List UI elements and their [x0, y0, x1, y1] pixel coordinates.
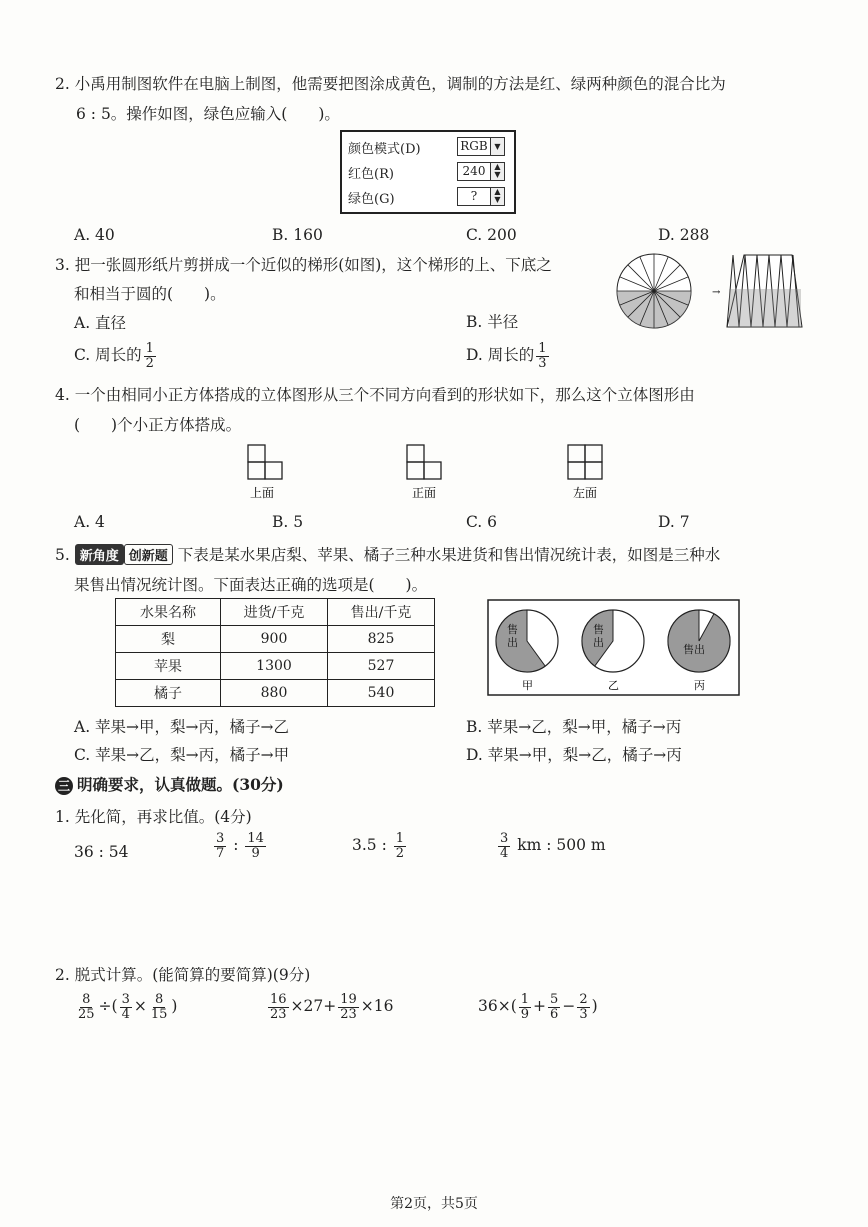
pie-name-label: 乙: [608, 679, 619, 692]
table-cell: 梨: [116, 626, 221, 653]
q2-line2: 6 : 5。操作如图，绿色应输入( )。: [76, 105, 340, 123]
red-input[interactable]: 240: [457, 162, 491, 181]
q2-option-c: C. 200: [466, 226, 517, 244]
q4-line1: 4. 一个由相同小正方体搭成的立体图形从三个不同方向看到的形状如下，那么这个立体图形由: [55, 386, 695, 404]
pie-slice-sold: [668, 610, 730, 672]
expression-1: $\frac{8}{25}$ ÷( $\frac{3}{4}$ × $\frac{8}{15}$ ): [78, 992, 178, 1022]
q5-line2: 果售出情况统计图。下面表达正确的选项是( )。: [74, 576, 428, 594]
green-label: 绿色(G): [348, 192, 395, 207]
table-header: 进货/千克: [221, 599, 328, 626]
color-dialog: [340, 130, 516, 214]
q3-option-c: C. 周长的 $\frac{1}{2}$: [74, 341, 154, 371]
new-angle-badge: 新角度: [75, 544, 124, 565]
top-view-label: 上面: [250, 486, 275, 500]
innovative-badge: 创新题: [124, 544, 173, 565]
q5-option-a: A. 苹果→甲，梨→丙，橘子→乙: [74, 718, 290, 736]
q4-option-b: B. 5: [272, 513, 304, 531]
table-cell: 1300: [221, 653, 328, 680]
spinner-icon[interactable]: ▲ ▼: [490, 162, 505, 181]
table-header: 水果名称: [116, 599, 221, 626]
three-views-figure: [240, 440, 660, 505]
circle-to-trapezoid-figure: [614, 245, 804, 335]
expression-3: 36×( $\frac{1}{9}$ + $\frac{5}{6}$ − $\frac{2}{3}$ ): [478, 992, 598, 1022]
s3-q2-title: 2. 脱式计算。(能简算的要简算)(9分): [55, 966, 311, 984]
ratio-d: $\frac{3}{4}$ km : 500 m: [500, 831, 606, 861]
expression-2: $\frac{16}{23}$ ×27+ $\frac{19}{23}$ ×16: [270, 992, 394, 1022]
pie-charts-figure: [487, 599, 740, 696]
q5-line1: 5. 新角度 创新题 下表是某水果店梨、苹果、橘子三种水果进货和售出情况统计表，如图是三种水: [55, 546, 721, 564]
q2-option-d: D. 288: [658, 226, 710, 244]
table-row: [116, 653, 435, 680]
q4-line2: ( )个小正方体搭成。: [74, 416, 242, 434]
chevron-down-icon[interactable]: ▼: [490, 137, 505, 156]
green-input[interactable]: ?: [457, 187, 491, 206]
pie-sold-label: 售出: [683, 643, 705, 656]
arrow-icon: →: [712, 287, 721, 298]
table-cell: 527: [328, 653, 435, 680]
pie-sold-label: 售出: [507, 623, 518, 649]
q2-option-a: A. 40: [74, 226, 115, 244]
q3-line1: 3. 把一张圆形纸片剪拼成一个近似的梯形(如图)，这个梯形的上、下底之: [55, 256, 552, 274]
section-3-title: 三 明确要求，认真做题。(30分): [55, 773, 284, 795]
table-row: [116, 626, 435, 653]
trapezoid: [727, 255, 802, 327]
q5-option-c: C. 苹果→乙，梨→丙，橘子→甲: [74, 746, 290, 764]
ratio-a: 36 : 54: [74, 843, 129, 861]
table-cell: 橘子: [116, 680, 221, 707]
q4-option-c: C. 6: [466, 513, 498, 531]
table-header: 售出/千克: [328, 599, 435, 626]
mode-label: 颜色模式(D): [348, 142, 421, 157]
ratio-b: $\frac{3}{7}$ : $\frac{14}{9}$: [216, 831, 264, 861]
table-cell: 苹果: [116, 653, 221, 680]
section-number-icon: 三: [55, 777, 73, 795]
table-cell: 900: [221, 626, 328, 653]
table-cell: 825: [328, 626, 435, 653]
q3-option-a: A. 直径: [74, 314, 127, 332]
red-label: 红色(R): [348, 167, 394, 182]
table-cell: 880: [221, 680, 328, 707]
table-header-row: [116, 599, 435, 626]
cut-circle: [617, 254, 691, 328]
q3-line2: 和相当于圆的( )。: [74, 285, 226, 303]
q5-option-d: D. 苹果→甲，梨→乙，橘子→丙: [466, 746, 682, 764]
top-view: [248, 445, 282, 479]
pie-name-label: 甲: [522, 679, 533, 692]
q4-option-a: A. 4: [74, 513, 105, 531]
q3-option-d: D. 周长的 $\frac{1}{3}$: [466, 341, 547, 371]
mode-select[interactable]: RGB: [457, 137, 491, 156]
page-footer: 第2页，共5页: [390, 1196, 478, 1212]
spinner-icon[interactable]: ▲ ▼: [490, 187, 505, 206]
table-cell: 540: [328, 680, 435, 707]
q4-option-d: D. 7: [658, 513, 690, 531]
table-row: [116, 680, 435, 707]
front-view: [407, 445, 441, 479]
ratio-c: 3.5 : $\frac{1}{2}$: [352, 831, 405, 861]
q5-option-b: B. 苹果→乙，梨→甲，橘子→丙: [466, 718, 682, 736]
q2-line1: 2. 小禹用制图软件在电脑上制图，他需要把图涂成黄色，调制的方法是红、绿两种颜色的混合比为: [55, 75, 726, 93]
pie-name-label: 丙: [694, 679, 705, 692]
left-view: [568, 445, 602, 479]
q3-option-b: B. 半径: [466, 313, 519, 331]
pie-sold-label: 售出: [593, 623, 604, 649]
fruit-table: [115, 598, 435, 707]
left-view-label: 左面: [573, 486, 598, 500]
q2-option-b: B. 160: [272, 226, 323, 244]
front-view-label: 正面: [412, 486, 437, 500]
s3-q1-title: 1. 先化简，再求比值。(4分): [55, 808, 252, 826]
